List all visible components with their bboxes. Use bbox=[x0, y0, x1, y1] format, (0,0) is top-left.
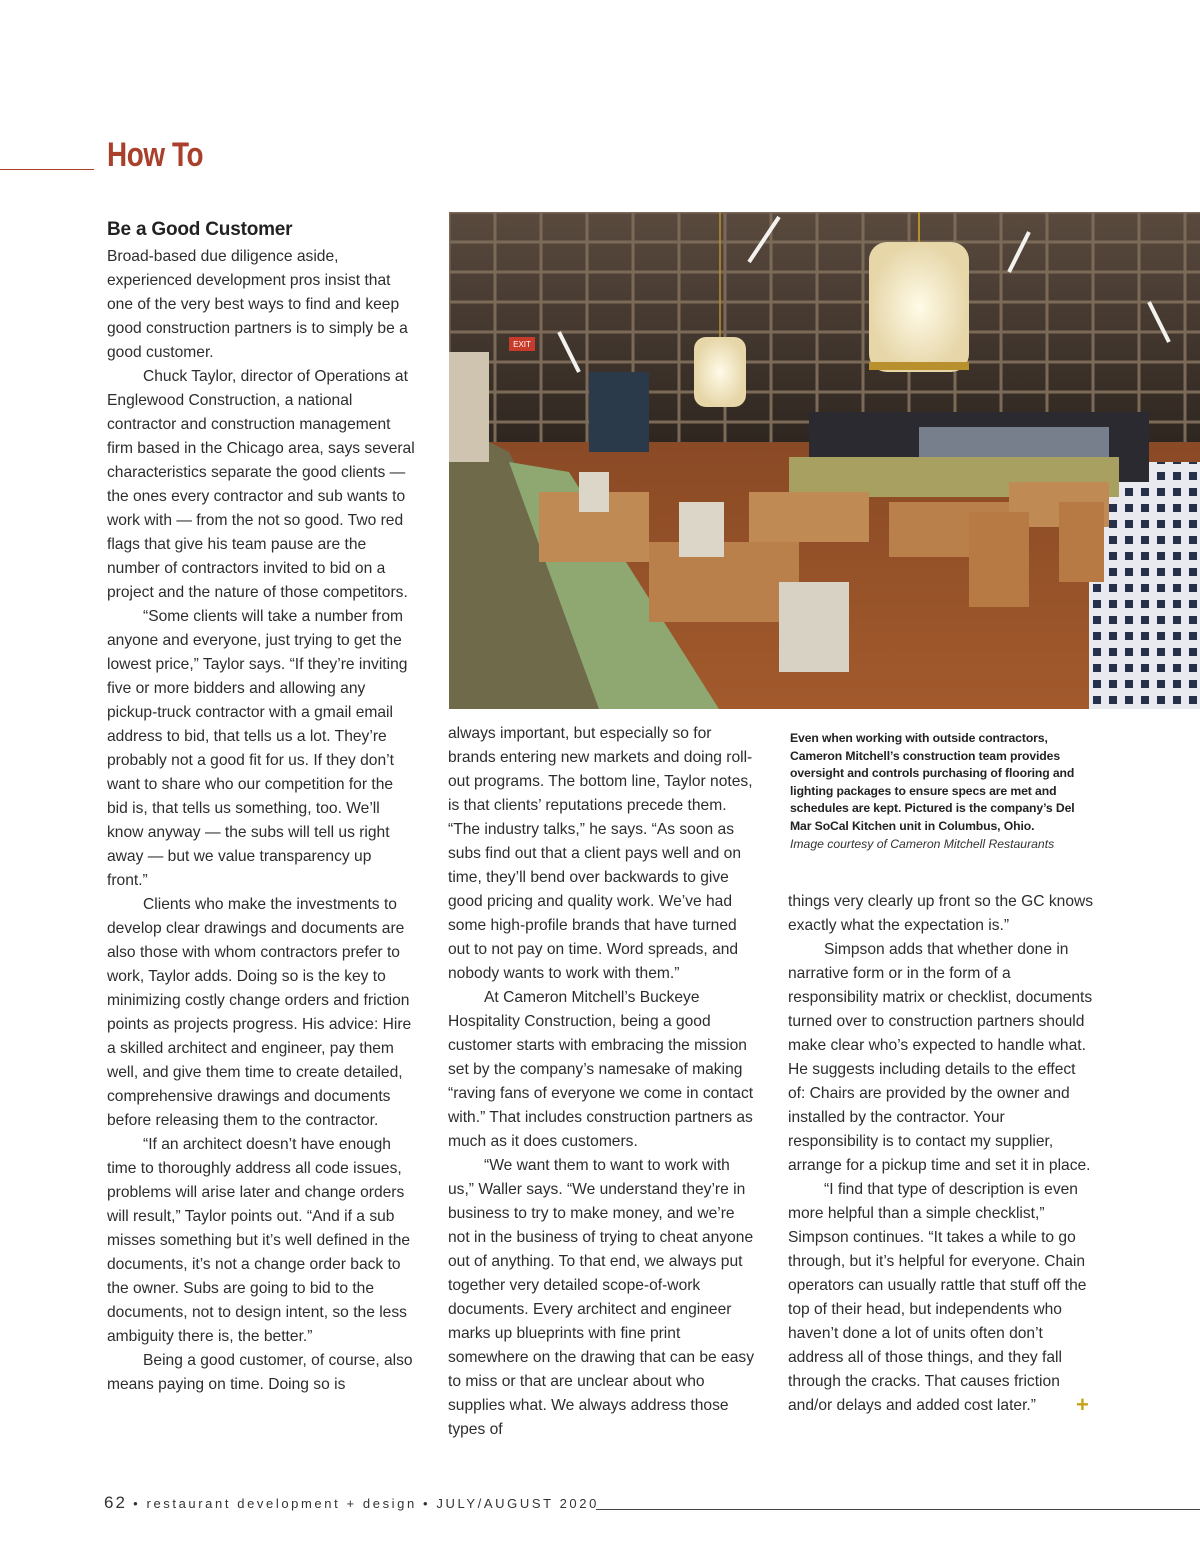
footer-separator: • bbox=[133, 1496, 141, 1511]
paragraph: “If an architect doesn’t have enough time to thoroughly address all code issues, problems will arise later and change orders will result,” Taylor points out. “And if a sub misses something but it’s well defined in the documents, it’s not a change order back to the owner. Subs are going to bid to the documents, not to design intent, so the less ambiguity there is, the better.” bbox=[107, 1136, 411, 1345]
page-footer bbox=[104, 1493, 599, 1513]
paragraph bbox=[788, 1178, 1096, 1418]
exit-sign-text: EXIT bbox=[513, 340, 531, 349]
end-plus-icon: + bbox=[1075, 1392, 1089, 1417]
section-title: How To bbox=[107, 136, 204, 174]
paragraph: always important, but especially so for brands entering new markets and doing roll-out programs. The bottom line, Taylor notes, is that clients’ reputations precede them. “The industry talks,” he says. “As soon as subs find out that a client pays well and on time, they’ll bend over backwards to give good pricing and quality work. We’ve had some high-profile brands that have turned out to not pay on time. Word spreads, and nobody wants to work with them.” bbox=[448, 725, 753, 982]
article-column-1 bbox=[107, 245, 415, 1397]
article-column-2 bbox=[448, 722, 756, 1442]
page-number: 62 bbox=[104, 1493, 127, 1512]
paragraph: Chuck Taylor, director of Operations at Englewood Construction, a national contractor and construction management firm based in the Chicago area, says several characteristics separate the good clients — the ones every contractor and sub wants to work with — from the not so good. Two red flags that give his team pause are the number of contractors invited to bid on a project and the nature of those competitors. bbox=[107, 368, 415, 601]
caption-text: Even when working with outside contractors, Cameron Mitchell’s construction team provides oversight and controls purchasing of flooring and lighting packages to ensure specs are met and schedules are kept. Pictured is the company’s Del Mar SoCal Kitchen unit in Columbus, Ohio. bbox=[790, 731, 1075, 833]
paragraph: At Cameron Mitchell’s Buckeye Hospitality Construction, being a good customer starts with embracing the mission set by the company’s namesake of making “raving fans of everyone we come in contact with.” That includes construction partners as much as it does customers. bbox=[448, 989, 754, 1150]
paragraph: “Some clients will take a number from anyone and everyone, just trying to get the lowest price,” Taylor says. “If they’re inviting five or more bidders and allowing any pickup-truck contractor with a gmail email address to bid, that tells us a lot. They’re probably not a good fit for us. If they don’t want to share who our competition for the bid is, that tells us something, too. We’ll know anyway — the subs will tell us right away — but we value transparency up front.” bbox=[107, 608, 408, 889]
paragraph: Clients who make the investments to develop clear drawings and documents are also those with whom contractors prefer to work, Taylor adds. Doing so is the key to minimizing costly change orders and friction points as projects progress. His advice: Hire a skilled architect and engineer, pay them well, and give them time to create detailed, comprehensive drawings and documents before releasing them to the contractor. bbox=[107, 896, 412, 1129]
title-rule bbox=[0, 169, 94, 170]
publication-name: restaurant development + design bbox=[146, 1496, 417, 1511]
paragraph: “We want them to want to work with us,” Waller says. “We understand they’re in business to try to make money, and we’re not in the business of trying to cheat anyone out of anything. To that end, we always put together very detailed scope-of-work documents. Every architect and engineer marks up blueprints with fine print somewhere on the drawing that can be easy to miss or that are unclear about who supplies what. We always address those types of bbox=[448, 1157, 754, 1438]
paragraph: things very clearly up front so the GC knows exactly what the expectation is.” bbox=[788, 893, 1094, 934]
issue-date: JULY/AUGUST 2020 bbox=[436, 1496, 599, 1511]
footer-rule bbox=[596, 1509, 1200, 1510]
photo-caption bbox=[790, 730, 1095, 853]
photo-credit: Image courtesy of Cameron Mitchell Restaurants bbox=[790, 836, 1055, 851]
restaurant-interior-photo bbox=[449, 212, 1200, 709]
footer-separator: • bbox=[423, 1496, 431, 1511]
article-subhead: Be a Good Customer bbox=[107, 219, 293, 240]
paragraph-text: “I find that type of description is even more helpful than a simple checklist,” Simpson continues. “It takes a while to go through, but it’s helpful for everyone. Chain operators can usually rattle that stuff off the top of their head, but independents who haven’t done a lot of units often don’t address all of those things, and they fall through the cracks. That causes friction and/or delays and added cost later.” bbox=[788, 1181, 1087, 1414]
article-column-3 bbox=[788, 890, 1096, 1418]
paragraph: Simpson adds that whether done in narrative form or in the form of a responsibility matrix or checklist, documents turned over to construction partners should make clear who’s expected to handle what. He suggests including details to the effect of: Chairs are provided by the owner and installed by the contractor. Your responsibility is to contact my supplier, arrange for a pickup time and set it in place. bbox=[788, 941, 1093, 1174]
paragraph: Broad-based due diligence aside, experienced development pros insist that one of the very best ways to find and keep good construction partners is to simply be a good customer. bbox=[107, 248, 408, 361]
paragraph: Being a good customer, of course, also means paying on time. Doing so is bbox=[107, 1352, 413, 1393]
